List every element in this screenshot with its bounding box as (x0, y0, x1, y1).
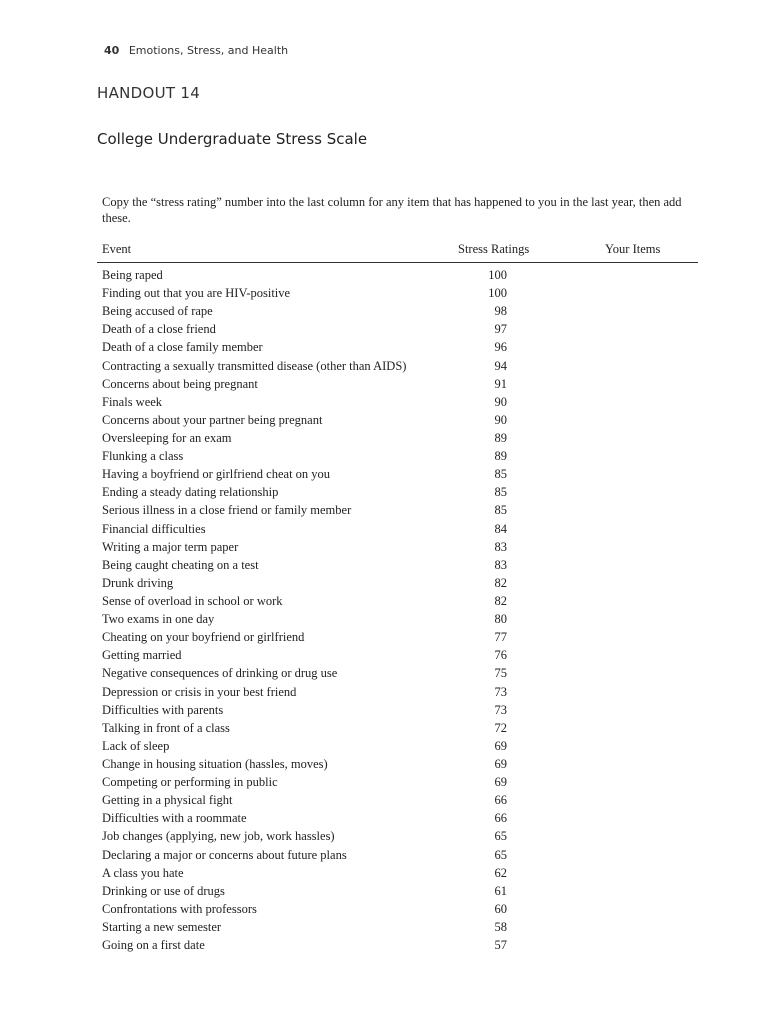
table-row (97, 755, 698, 773)
event-cell: Job changes (applying, new job, work hassles) (102, 829, 335, 844)
event-cell: Flunking a class (102, 449, 184, 464)
rating-cell: 69 (494, 756, 507, 771)
event-cell: Being accused of rape (102, 304, 213, 319)
rating-cell: 100 (488, 286, 507, 301)
rating-cell: 58 (494, 919, 507, 934)
rating-cell: 94 (494, 358, 507, 373)
table-row (97, 773, 698, 791)
rating-cell: 75 (494, 666, 507, 681)
event-cell: Getting in a physical fight (102, 793, 233, 808)
event-cell: Depression or crisis in your best friend (102, 684, 297, 699)
table-row (97, 411, 698, 429)
table-row (97, 302, 698, 320)
event-cell: Difficulties with parents (102, 702, 224, 717)
event-cell: Cheating on your boyfriend or girlfriend (102, 630, 305, 645)
rating-cell: 83 (494, 539, 507, 554)
rating-cell: 73 (494, 702, 507, 717)
rating-cell: 57 (494, 938, 507, 953)
rating-cell: 84 (494, 521, 507, 536)
rating-cell: 69 (494, 775, 507, 790)
table-row (97, 538, 698, 556)
event-cell: Sense of overload in school or work (102, 593, 283, 608)
event-cell: Oversleeping for an exam (102, 430, 232, 445)
rating-cell: 80 (494, 612, 507, 627)
table-row (97, 320, 698, 338)
rating-cell: 73 (494, 684, 507, 699)
rating-cell: 90 (494, 394, 507, 409)
table-row (97, 592, 698, 610)
table-row (97, 338, 698, 356)
rating-cell: 77 (494, 630, 507, 645)
table-row (97, 719, 698, 737)
column-header-event: Event (102, 242, 132, 256)
event-cell: Writing a major term paper (102, 539, 239, 554)
event-cell: Concerns about being pregnant (102, 376, 258, 391)
rating-cell: 60 (494, 901, 507, 916)
table-header (97, 240, 698, 263)
event-cell: Having a boyfriend or girlfriend cheat on you (102, 467, 331, 482)
table-row (97, 646, 698, 664)
table-row (97, 501, 698, 519)
table-row (97, 683, 698, 701)
column-header-stress-ratings: Stress Ratings (458, 242, 530, 256)
table-row (97, 375, 698, 393)
rating-cell: 83 (494, 557, 507, 572)
event-cell: Starting a new semester (102, 919, 222, 934)
event-cell: Difficulties with a roommate (102, 811, 247, 826)
table-row (97, 846, 698, 864)
handout-label: HANDOUT 14 (97, 84, 201, 102)
column-header-your-items: Your Items (605, 242, 661, 256)
event-cell: Finding out that you are HIV-positive (102, 286, 291, 301)
rating-cell: 65 (494, 829, 507, 844)
event-cell: Serious illness in a close friend or family member (102, 503, 352, 518)
table-row (97, 520, 698, 538)
page-number: 40 (104, 44, 120, 57)
instructions: Copy the “stress rating” number into the last column for any item that has happened to you in the last year, then add these. (102, 195, 682, 225)
table-row (97, 628, 698, 646)
event-cell: Negative consequences of drinking or drug use (102, 666, 338, 681)
event-cell: Being caught cheating on a test (102, 557, 259, 572)
table-row (97, 791, 698, 809)
table-row (97, 737, 698, 755)
table-row (97, 574, 698, 592)
table-row (97, 266, 698, 284)
rating-cell: 65 (494, 847, 507, 862)
event-cell: Confrontations with professors (102, 901, 257, 916)
rating-cell: 85 (494, 485, 507, 500)
table-body (97, 263, 698, 954)
rating-cell: 72 (494, 720, 507, 735)
table-row (97, 393, 698, 411)
rating-cell: 90 (494, 412, 507, 427)
table-row (97, 664, 698, 682)
page-title: College Undergraduate Stress Scale (97, 130, 368, 148)
rating-cell: 98 (494, 304, 507, 319)
stress-table (97, 240, 698, 954)
table-row (97, 447, 698, 465)
table-row (97, 556, 698, 574)
event-cell: Getting married (102, 648, 182, 663)
event-cell: Contracting a sexually transmitted disease (other than AIDS) (102, 358, 407, 373)
event-cell: Being raped (102, 268, 163, 282)
rating-cell: 100 (488, 268, 507, 282)
table-row (97, 827, 698, 845)
event-cell: Competing or performing in public (102, 775, 278, 790)
rating-cell: 89 (494, 430, 507, 445)
table-row (97, 284, 698, 302)
rating-cell: 66 (494, 793, 507, 808)
event-cell: Lack of sleep (102, 738, 170, 753)
rating-cell: 66 (494, 811, 507, 826)
rating-cell: 89 (494, 449, 507, 464)
rating-cell: 96 (494, 340, 507, 355)
event-cell: Change in housing situation (hassles, moves) (102, 756, 328, 771)
event-cell: Financial difficulties (102, 521, 206, 536)
table-row (97, 882, 698, 900)
event-cell: Drinking or use of drugs (102, 883, 225, 898)
table-row (97, 936, 698, 954)
rating-cell: 91 (494, 376, 507, 391)
event-cell: A class you hate (102, 865, 184, 880)
event-cell: Death of a close family member (102, 340, 263, 355)
table-row (97, 701, 698, 719)
table-row (97, 357, 698, 375)
rating-cell: 61 (494, 883, 507, 898)
table-row (97, 465, 698, 483)
event-cell: Two exams in one day (102, 612, 215, 627)
rating-cell: 85 (494, 467, 507, 482)
table-row (97, 900, 698, 918)
rating-cell: 69 (494, 738, 507, 753)
event-cell: Death of a close friend (102, 322, 216, 337)
event-cell: Declaring a major or concerns about future plans (102, 847, 347, 862)
rating-cell: 82 (494, 575, 507, 590)
table-row (97, 864, 698, 882)
rating-cell: 82 (494, 593, 507, 608)
event-cell: Going on a first date (102, 938, 205, 953)
table-row (97, 610, 698, 628)
event-cell: Finals week (102, 394, 163, 409)
event-cell: Talking in front of a class (102, 720, 230, 735)
table-row (97, 809, 698, 827)
running-header (104, 44, 288, 57)
event-cell: Drunk driving (102, 575, 174, 590)
running-title: Emotions, Stress, and Health (128, 44, 289, 57)
event-cell: Concerns about your partner being pregnant (102, 412, 323, 427)
rating-cell: 85 (494, 503, 507, 518)
rating-cell: 62 (494, 865, 507, 880)
event-cell: Ending a steady dating relationship (102, 485, 279, 500)
table-row (97, 483, 698, 501)
table-row (97, 918, 698, 936)
rating-cell: 76 (494, 648, 507, 663)
table-row (97, 429, 698, 447)
rating-cell: 97 (494, 322, 507, 337)
